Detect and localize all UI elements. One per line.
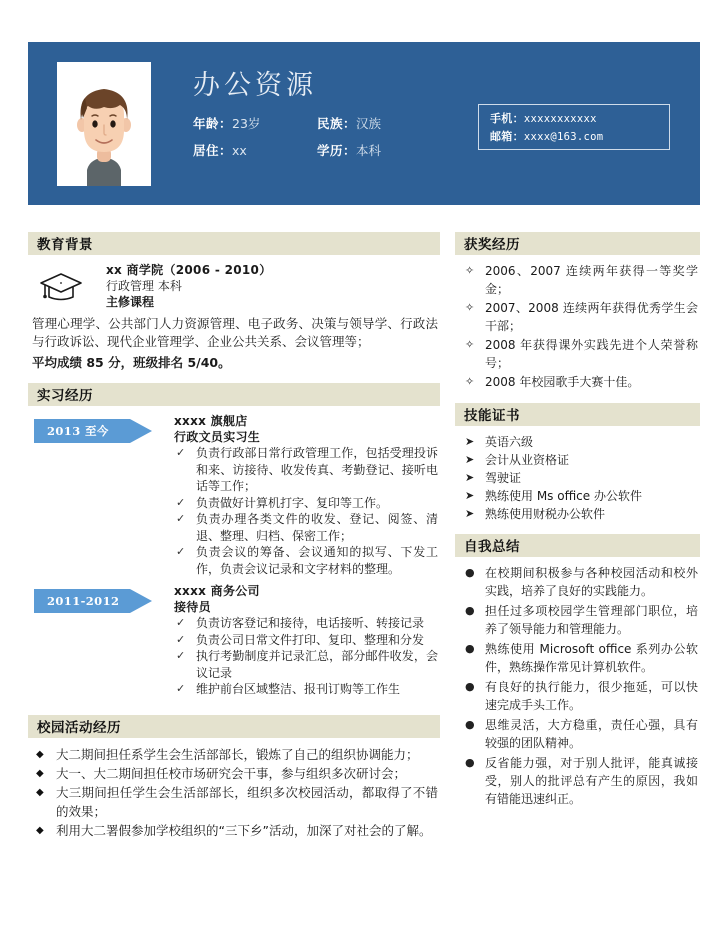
date-badge xyxy=(34,589,152,613)
dot-bullet-icon: ● xyxy=(465,566,475,579)
list-item: ✓ 负责访客登记和接待，电话接听、转接记录 xyxy=(176,616,425,630)
list-item: ● 反省能力强，对于别人批评，能真诚接受，别人的批评总有产生的原因，我如有错能迅速纠正。 xyxy=(465,756,698,806)
education-courses: 管理心理学、公共部门人力资源管理、电子政务、决策与领导学、行政法与行政诉讼、现代企业管理学、企业公共关系、会议管理等； xyxy=(32,316,438,349)
education-school: xx 商学院（2006 - 2010） xyxy=(106,263,272,277)
experience-company: xxxx 商务公司 xyxy=(174,584,260,598)
list-item: ➤ 英语六级 xyxy=(465,435,534,449)
experience-main xyxy=(174,583,438,698)
section-internship xyxy=(28,383,440,706)
list-item: ● 在校期间积极参与各种校园活动和校外实践，培养了良好的实践能力。 xyxy=(465,566,698,598)
education-head xyxy=(106,262,438,310)
date-badge xyxy=(34,419,152,443)
personal-meta-grid xyxy=(193,114,493,159)
section-body-campus xyxy=(28,738,440,842)
list-item: ✓ 负责会议的筹备、会议通知的拟写、下发工作，负责会议记录和文字材料的整理。 xyxy=(176,545,438,576)
list-item: ✧ 2007、2008 连续两年获得优秀学生会干部； xyxy=(465,301,698,333)
check-bullet-icon: ✓ xyxy=(176,632,186,646)
list-item: ◆ 大二期间担任系学生会生活部部长，锻炼了自己的组织协调能力； xyxy=(36,746,419,762)
section-header-internship xyxy=(28,383,440,406)
list-item: ➤ 驾驶证 xyxy=(465,471,522,485)
section-header-education xyxy=(28,232,440,255)
experience-item xyxy=(32,413,438,577)
education-courses-label: 主修课程 xyxy=(106,295,155,309)
section-title: 校园活动经历 xyxy=(37,719,121,736)
list-item: ● 熟练使用 Microsoft office 系列办公软件，熟练操作常见计算机软件。 xyxy=(465,642,698,674)
experience-role: 行政文员实习生 xyxy=(174,430,261,444)
campus-list xyxy=(32,745,438,840)
section-skills xyxy=(455,403,700,525)
awards-list xyxy=(459,262,698,391)
meta-degree: 学历：本科 xyxy=(317,143,382,159)
contact-box xyxy=(478,104,670,150)
list-item: ● 有良好的执行能力，很少拖延，可以快速完成手头工作。 xyxy=(465,680,698,712)
arrow-bullet-icon: ➤ xyxy=(465,453,475,466)
arrow-bullet-icon: ➤ xyxy=(465,507,475,520)
experience-duty-list xyxy=(174,445,438,577)
diamond-outline-bullet-icon: ✧ xyxy=(465,264,475,277)
dot-bullet-icon: ● xyxy=(465,642,475,655)
experience-company: xxxx 旗舰店 xyxy=(174,414,248,428)
diamond-outline-bullet-icon: ✧ xyxy=(465,338,475,351)
diamond-bullet-icon: ◆ xyxy=(36,824,44,836)
section-title: 自我总结 xyxy=(464,539,520,555)
check-bullet-icon: ✓ xyxy=(176,616,186,629)
list-item: ● 担任过多项校园学生管理部门职位，培养了领导能力和管理能力。 xyxy=(465,604,698,636)
experience-item xyxy=(32,583,438,698)
dot-bullet-icon: ● xyxy=(465,604,475,617)
name-block xyxy=(193,70,493,159)
diamond-outline-bullet-icon: ✧ xyxy=(465,301,475,314)
meta-residence: 居住：xx xyxy=(193,143,247,159)
list-item: ● 思维灵活，大方稳重，责任心强，具有较强的团队精神。 xyxy=(465,718,698,750)
date-label: 2011-2012 xyxy=(47,594,120,608)
education-score: 平均成绩 85 分，班级排名 5/40。 xyxy=(32,355,231,370)
list-item: ➤ 熟练使用财税办公软件 xyxy=(465,507,606,521)
list-item: ◆ 大三期间担任学生会生活部部长，组织多次校园活动，都取得了不错的效果； xyxy=(36,784,438,819)
contact-email: 邮箱：xxxx@163.com xyxy=(490,130,604,143)
list-item: ◆ 利用大二署假参加学校组织的“三下乡”活动，加深了对社会的了解。 xyxy=(36,822,432,838)
right-column xyxy=(455,232,700,821)
list-item: ✓ 负责办理各类文件的收发、登记、阅签、清退、整理、归档、保密工作； xyxy=(176,512,438,543)
education-major: 行政管理 本科 xyxy=(106,279,182,293)
experience-main xyxy=(174,413,438,577)
experience-duty-list xyxy=(174,615,438,698)
section-title: 教育背景 xyxy=(37,237,93,253)
cartoon-boy-portrait-icon xyxy=(57,62,151,186)
diamond-bullet-icon: ◆ xyxy=(36,748,44,760)
section-body-summary xyxy=(455,557,700,812)
education-entry xyxy=(32,262,438,314)
list-item: ✧ 2008 年获得课外实践先进个人荣誉称号； xyxy=(465,338,698,370)
resume-header xyxy=(28,42,700,205)
section-header-summary xyxy=(455,534,700,557)
skills-list xyxy=(459,433,698,523)
section-awards xyxy=(455,232,700,394)
avatar xyxy=(57,62,151,186)
list-item: ✧ 2006、2007 连续两年获得一等奖学金； xyxy=(465,264,698,296)
meta-age: 年龄：23岁 xyxy=(193,116,261,132)
section-body-awards xyxy=(455,255,700,394)
check-bullet-icon: ✓ xyxy=(176,446,186,459)
section-body-internship xyxy=(28,406,440,706)
dot-bullet-icon: ● xyxy=(465,756,475,769)
check-bullet-icon: ✓ xyxy=(176,545,186,558)
left-column xyxy=(28,232,440,851)
candidate-name: 办公资源 xyxy=(193,70,317,101)
experience-role: 接待员 xyxy=(174,600,211,614)
date-label: 2013 至今 xyxy=(47,424,109,438)
list-item: ➤ 会计从业资格证 xyxy=(465,453,570,467)
list-item: ➤ 熟练使用 Ms office 办公软件 xyxy=(465,489,642,503)
summary-list xyxy=(459,564,698,808)
arrow-bullet-icon: ➤ xyxy=(465,471,475,484)
list-item: ✓ 维护前台区域整洁、报刊订购等工作生 xyxy=(176,682,401,696)
section-header-campus xyxy=(28,715,440,738)
diamond-bullet-icon: ◆ xyxy=(36,786,44,798)
section-campus xyxy=(28,715,440,842)
check-bullet-icon: ✓ xyxy=(176,649,186,662)
section-summary xyxy=(455,534,700,812)
list-item: ◆ 大一、大二期间担任校市场研究会干事，参与组织多次研讨会； xyxy=(36,765,407,781)
arrow-bullet-icon: ➤ xyxy=(465,489,475,502)
section-title: 技能证书 xyxy=(464,408,520,424)
section-header-skills xyxy=(455,403,700,426)
contact-phone: 手机：xxxxxxxxxxx xyxy=(490,112,597,125)
arrow-bullet-icon: ➤ xyxy=(465,435,475,448)
list-item: ✓ 执行考勤制度并记录汇总，部分邮件收发，会议记录 xyxy=(176,649,438,680)
dot-bullet-icon: ● xyxy=(465,718,475,731)
graduation-cap-icon xyxy=(38,270,84,304)
check-bullet-icon: ✓ xyxy=(176,682,186,695)
diamond-bullet-icon: ◆ xyxy=(36,767,44,779)
dot-bullet-icon: ● xyxy=(465,680,475,693)
section-body-skills xyxy=(455,426,700,525)
meta-ethnicity: 民族：汉族 xyxy=(317,116,382,132)
check-bullet-icon: ✓ xyxy=(176,495,186,509)
section-header-awards xyxy=(455,232,700,255)
section-body-education xyxy=(28,255,440,374)
section-education xyxy=(28,232,440,374)
diamond-outline-bullet-icon: ✧ xyxy=(465,375,475,388)
section-title: 获奖经历 xyxy=(464,237,520,253)
check-bullet-icon: ✓ xyxy=(176,512,186,525)
list-item: ✧ 2008 年校园歌手大赛十佳。 xyxy=(465,375,640,389)
section-title: 实习经历 xyxy=(37,388,93,404)
list-item: ✓ 负责行政部日常行政管理工作，包括受理投诉和来、访接待、收发传真、考勤登记、接听电话等工作； xyxy=(176,446,438,493)
list-item: ✓ 负责公司日常文件打印、复印、整理和分发 xyxy=(176,632,425,647)
list-item: ✓ 负责做好计算机打字、复印等工作。 xyxy=(176,495,389,510)
